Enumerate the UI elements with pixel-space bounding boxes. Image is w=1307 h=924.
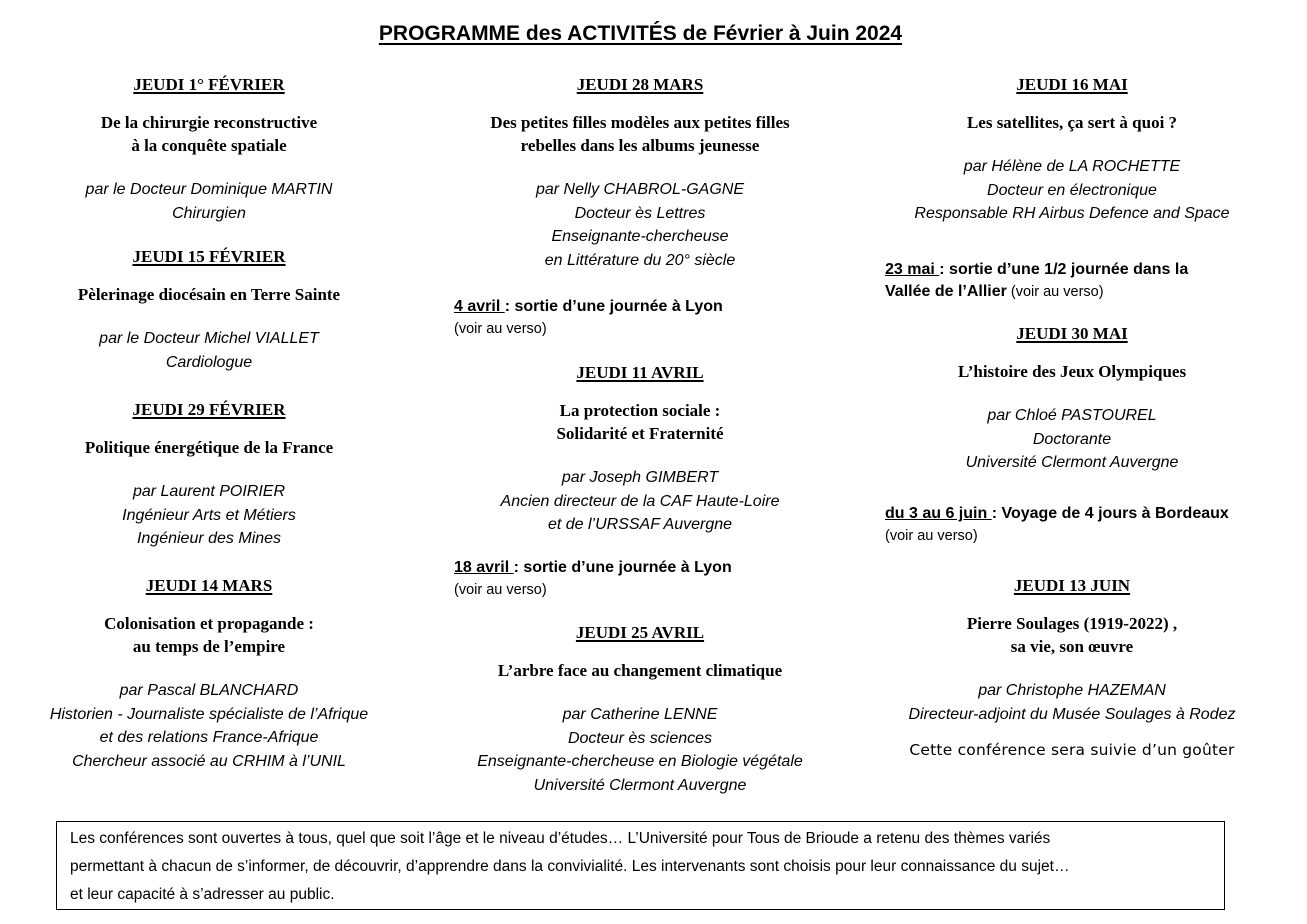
info-line: et leur capacité à s’adresser au public. xyxy=(70,886,335,903)
event-speaker: par Joseph GIMBERT xyxy=(561,469,719,486)
event-topic: Les satellites, ça sert à quoi ? xyxy=(966,113,1178,132)
event-speaker-title: Responsable RH Airbus Defence and Space xyxy=(914,205,1230,222)
event-topic: De la chirurgie reconstructive xyxy=(100,113,318,132)
event-speaker: par le Docteur Michel VIALLET xyxy=(99,330,319,347)
outing-note: (voir au verso) xyxy=(885,528,978,544)
event-topic: Politique énergétique de la France xyxy=(84,438,334,457)
outing-note: (voir au verso) xyxy=(1006,284,1104,300)
event-date: JEUDI 1° FÉVRIER xyxy=(133,75,285,94)
outing-apr-18 xyxy=(454,557,840,601)
event-topic: à la conquête spatiale xyxy=(131,136,287,155)
event-speaker-title: Docteur ès sciences xyxy=(567,729,713,747)
event-speaker-title: et des relations France-Afrique xyxy=(99,729,319,746)
event-speaker: par Christophe HAZEMAN xyxy=(978,682,1166,699)
event-speaker: par Laurent POIRIER xyxy=(132,483,286,500)
info-line: Les conférences sont ouvertes à tous, quel que soit l’âge et le niveau d’études… L’Université pour Tous de Brioude a retenu des thèmes variés xyxy=(70,830,1051,847)
event-feb-1 xyxy=(20,74,398,225)
event-date: JEUDI 13 JUIN xyxy=(1013,576,1131,595)
event-date: JEUDI 14 MARS xyxy=(145,576,273,595)
event-speaker-title: Chirurgien xyxy=(172,204,246,222)
event-speaker-title: Ingénieur Arts et Métiers xyxy=(122,506,296,524)
outing-june-3-6 xyxy=(885,503,1272,547)
event-note: Cette conférence sera suivie d’un goûter xyxy=(909,741,1235,759)
event-topic: rebelles dans les albums jeunesse xyxy=(520,136,760,155)
event-speaker: par Chloé PASTOUREL xyxy=(987,407,1157,424)
event-topic: Pierre Soulages (1919-2022) , xyxy=(966,614,1178,633)
event-speaker: par Hélène de LA ROCHETTE xyxy=(963,158,1181,175)
event-speaker-title: et de l’URSSAF Auvergne xyxy=(547,516,733,533)
event-speaker-title: Doctorante xyxy=(1032,430,1112,448)
event-topic: Des petites filles modèles aux petites filles xyxy=(490,113,790,132)
outing-text: : sortie d’une journée à Lyon xyxy=(504,298,723,315)
event-topic: Pèlerinage diocésain en Terre Sainte xyxy=(77,285,341,304)
event-date: JEUDI 30 MAI xyxy=(1016,324,1128,343)
event-apr-11 xyxy=(440,362,840,537)
outing-text: : sortie d’une journée à Lyon xyxy=(513,559,732,576)
outing-apr-4 xyxy=(454,296,840,340)
event-speaker-title: Chercheur associé au CRHIM à l’UNIL xyxy=(72,752,346,770)
event-speaker-title: Cardiologue xyxy=(165,353,253,371)
event-feb-15 xyxy=(20,246,398,374)
info-box xyxy=(56,821,1225,910)
event-speaker-title: Ingénieur des Mines xyxy=(136,530,282,547)
event-speaker-title: Enseignante-chercheuse xyxy=(551,228,729,245)
event-date: JEUDI 29 FÉVRIER xyxy=(132,400,286,419)
info-line: permettant à chacun de s’informer, de découvrir, d’apprendre dans la convivialité. Les intervenants sont choisis pour leur connaissance du sujet… xyxy=(70,858,1070,875)
outing-date: 23 mai xyxy=(885,261,940,278)
outing-date: 18 avril xyxy=(454,559,514,576)
event-topic: sa vie, son œuvre xyxy=(1010,637,1134,656)
event-date: JEUDI 25 AVRIL xyxy=(575,623,705,642)
outing-may-23 xyxy=(885,259,1272,303)
event-topic: au temps de l’empire xyxy=(132,637,286,656)
outing-note: (voir au verso) xyxy=(454,321,547,337)
event-topic: La protection sociale : xyxy=(559,401,721,420)
event-date: JEUDI 11 AVRIL xyxy=(576,363,704,382)
event-mar-14 xyxy=(20,575,398,773)
outing-date: 4 avril xyxy=(454,298,505,315)
event-june-13 xyxy=(872,575,1272,761)
event-speaker-title: en Littérature du 20° siècle xyxy=(544,251,736,269)
event-speaker-title: Université Clermont Auvergne xyxy=(533,776,747,794)
event-speaker-title: Enseignante-chercheuse en Biologie végétale xyxy=(477,753,803,770)
event-speaker-title: Ancien directeur de la CAF Haute-Loire xyxy=(500,492,780,510)
event-speaker: par le Docteur Dominique MARTIN xyxy=(85,181,333,198)
event-topic: L’arbre face au changement climatique xyxy=(497,661,783,680)
event-topic: Colonisation et propagande : xyxy=(104,614,314,633)
event-topic: Solidarité et Fraternité xyxy=(556,424,724,443)
event-may-30 xyxy=(872,323,1272,475)
event-speaker-title: Directeur-adjoint du Musée Soulages à Rodez xyxy=(908,705,1236,723)
event-may-16 xyxy=(872,74,1272,226)
event-speaker: par Nelly CHABROL-GAGNE xyxy=(535,181,745,198)
event-date: JEUDI 28 MARS xyxy=(576,75,704,94)
event-speaker-title: Docteur en électronique xyxy=(987,181,1157,199)
outing-text: : sortie d’une 1/2 journée dans la xyxy=(939,261,1189,278)
event-speaker-title: Docteur ès Lettres xyxy=(574,204,706,222)
outing-date: du 3 au 6 juin xyxy=(885,505,992,522)
event-mar-28 xyxy=(440,74,840,272)
event-topic: L’histoire des Jeux Olympiques xyxy=(957,362,1187,381)
event-speaker: par Pascal BLANCHARD xyxy=(119,682,299,699)
page-title: PROGRAMME des ACTIVITÉS de Février à Juin 2024 xyxy=(378,22,903,45)
outing-text: : Voyage de 4 jours à Bordeaux xyxy=(991,505,1229,522)
event-apr-25 xyxy=(440,622,840,797)
event-date: JEUDI 16 MAI xyxy=(1016,75,1128,94)
event-feb-29 xyxy=(20,399,398,551)
event-speaker-title: Historien - Journaliste spécialiste de l’Afrique xyxy=(49,705,369,723)
event-speaker: par Catherine LENNE xyxy=(562,706,718,723)
event-speaker-title: Université Clermont Auvergne xyxy=(965,454,1179,471)
outing-note: (voir au verso) xyxy=(454,582,547,598)
outing-text-continued: Vallée de l’Allier xyxy=(885,283,1007,300)
event-date: JEUDI 15 FÉVRIER xyxy=(132,247,286,266)
